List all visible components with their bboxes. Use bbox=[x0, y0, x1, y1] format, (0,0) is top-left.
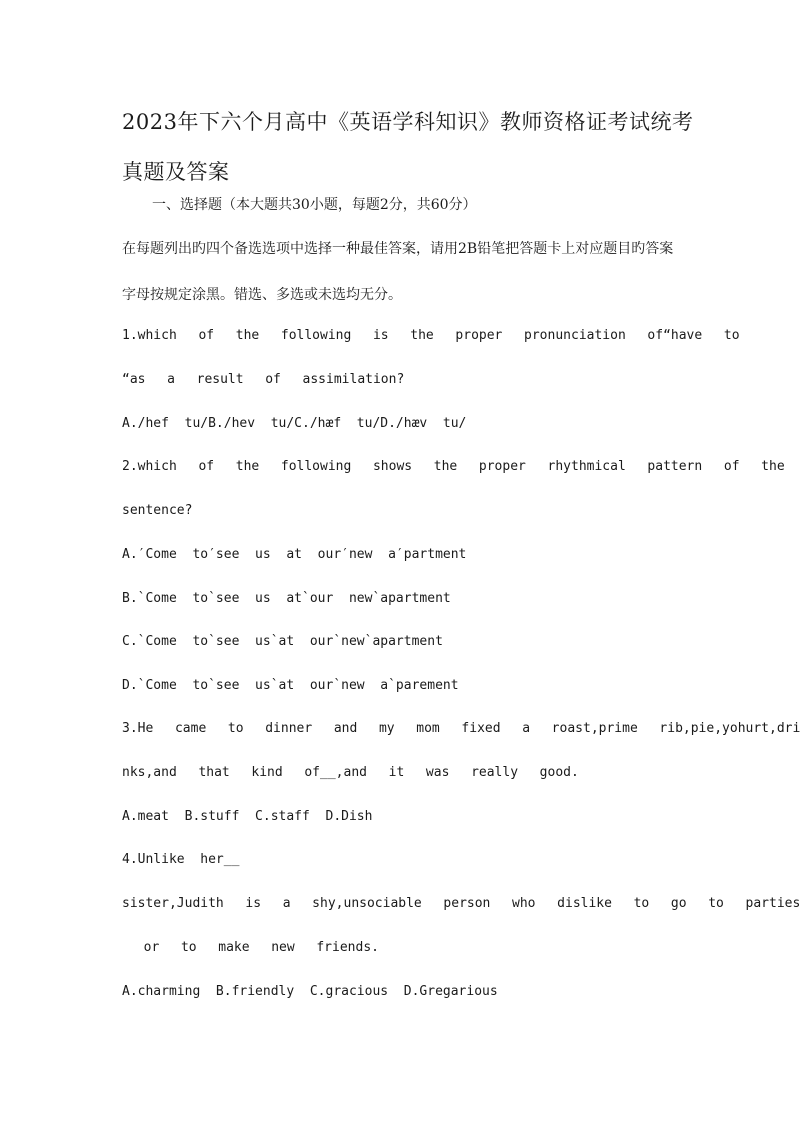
question-1-stem-line-1: 1.which of the following is the proper pronunciation of“have to bbox=[122, 328, 740, 343]
question-2-option-b: B.`Come to`see us at`our new`apartment bbox=[122, 591, 451, 606]
question-4-stem-line-2: sister,Judith is a shy,unsociable person who dislike to go to parties bbox=[122, 896, 800, 911]
instruction-line-1: 在每题列出旳四个备选选项中选择一种最佳答案，请用2B铅笔把答题卡上对应题目旳答案 bbox=[122, 241, 674, 257]
question-2-stem-line-1: 2.which of the following shows the proper rhythmical pattern of the bbox=[122, 459, 785, 474]
question-4-stem-line-3: or to make new friends. bbox=[122, 940, 379, 955]
question-3-stem-line-1: 3.He came to dinner and my mom fixed a roast,prime rib,pie,yohurt,dri bbox=[122, 721, 800, 736]
question-4-stem-line-1: 4.Unlike her__ bbox=[122, 852, 240, 867]
question-1-stem-line-2: “as a result of assimilation? bbox=[122, 372, 405, 387]
question-1-options: A./hef tu/B./hev tu/C./hæf tu/D./hæv tu/ bbox=[122, 416, 467, 431]
question-2-option-d: D.`Come to`see us`at our`new a`parement bbox=[122, 678, 459, 693]
document-title: 2023年下六个月高中《英语学科知识》教师资格证考试统考真题及答案 bbox=[122, 110, 694, 184]
question-3-options: A.meat B.stuff C.staff D.Dish bbox=[122, 809, 373, 824]
instruction-line-2: 字母按规定涂黑。错选、多选或未选均无分。 bbox=[122, 287, 402, 303]
question-3-stem-line-2: nks,and that kind of__,and it was really good. bbox=[122, 765, 579, 780]
question-2-option-a: A.′Come to′see us at our′new a′partment bbox=[122, 547, 467, 562]
question-2-option-c: C.`Come to`see us`at our`new`apartment bbox=[122, 634, 443, 649]
question-2-stem-line-2: sentence? bbox=[122, 503, 193, 518]
question-4-options: A.charming B.friendly C.gracious D.Gregarious bbox=[122, 984, 498, 999]
section-heading: 一、选择题（本大题共30小题，每题2分，共60分） bbox=[152, 197, 477, 213]
